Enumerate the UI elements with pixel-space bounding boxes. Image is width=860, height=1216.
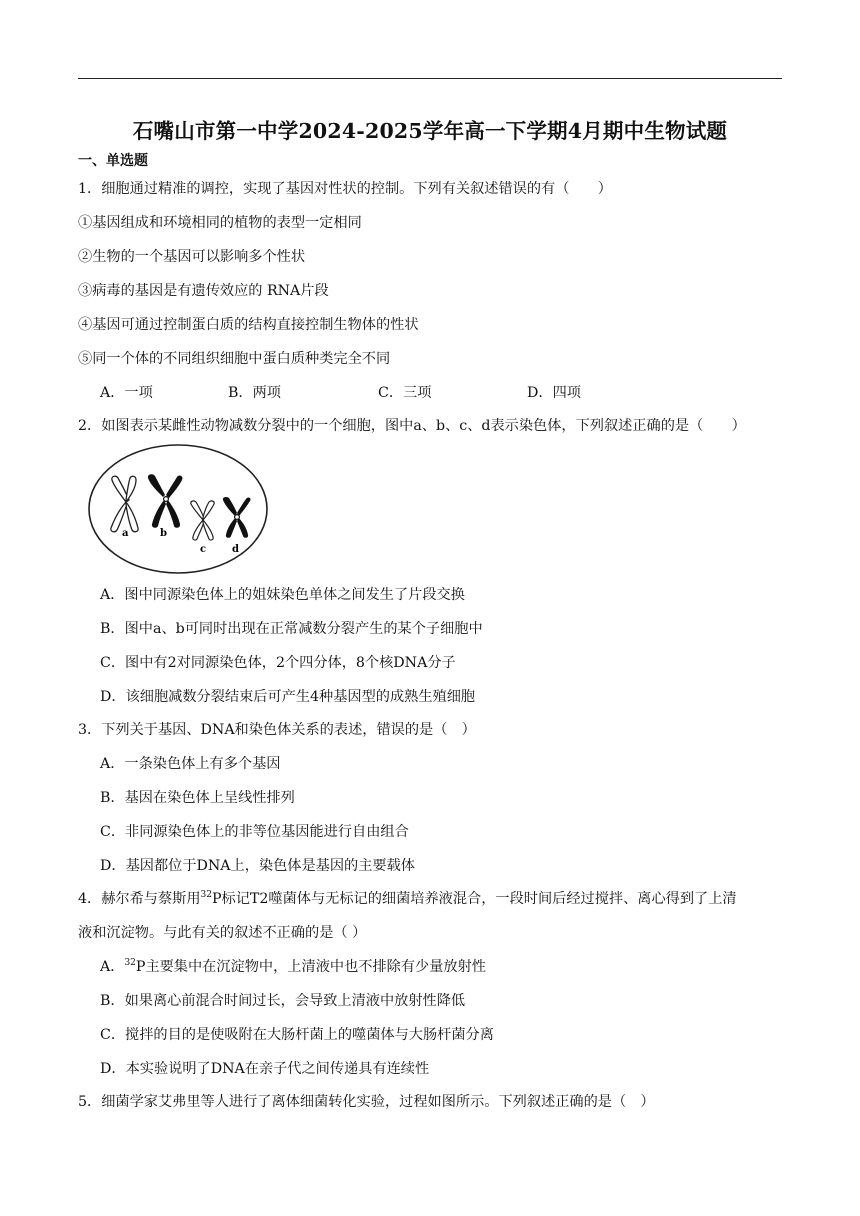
figure-label-d: d	[232, 544, 239, 555]
question-4-stem-part-2: P标记T2噬菌体与无标记的细菌培养液混合，一段时间后经过搅拌、离心得到了上清	[211, 891, 737, 907]
figure-label-a: a	[122, 528, 129, 539]
isotope-superscript: 32	[124, 958, 136, 968]
question-5-stem: 5．细菌学家艾弗里等人进行了离体细菌转化实验，过程如图所示。下列叙述正确的是（ ）	[78, 1094, 655, 1110]
question-4-option-a-text: P主要集中在沉淀物中，上清液中也不排除有少量放射性	[135, 959, 486, 975]
question-4-stem	[78, 889, 737, 909]
question-3-option-d: D．基因都位于DNA上，染色体是基因的主要载体	[100, 858, 415, 874]
cell-chromosome-figure	[86, 442, 270, 576]
question-3-stem: 3．下列关于基因、DNA和染色体关系的表述，错误的是（ ）	[78, 722, 476, 738]
question-2-option-d: D．该细胞减数分裂结束后可产生4种基因型的成熟生殖细胞	[100, 689, 476, 705]
question-1-item-5: ⑤同一个体的不同组织细胞中蛋白质种类完全不同	[78, 351, 391, 367]
question-1-item-4: ④基因可通过控制蛋白质的结构直接控制生物体的性状	[78, 317, 419, 333]
question-4-option-a	[100, 957, 486, 977]
question-1-item-2: ②生物的一个基因可以影响多个性状	[78, 249, 306, 265]
question-1-item-3: ③病毒的基因是有遗传效应的 RNA片段	[78, 283, 329, 299]
chromosome-b	[148, 474, 183, 527]
question-4-stem-line-2: 液和沉淀物。与此有关的叙述不正确的是（ ）	[78, 925, 367, 941]
question-4-option-a-prefix: A．	[100, 959, 125, 975]
page-title: 石嘴山市第一中学2024-2025学年高一下学期4月期中生物试题	[132, 119, 728, 143]
question-1-option-c: C．三项	[378, 385, 432, 401]
header-rule	[78, 78, 782, 79]
question-3-option-b: B．基因在染色体上呈线性排列	[100, 790, 295, 806]
question-1-stem: 1．细胞通过精准的调控，实现了基因对性状的控制。下列有关叙述错误的有（ ）	[78, 181, 612, 197]
question-4-option-c: C．搅拌的目的是使吸附在大肠杆菌上的噬菌体与大肠杆菌分离	[100, 1027, 494, 1043]
chromosome-c	[191, 501, 214, 540]
question-4-stem-part-1: 4．赫尔希与蔡斯用	[78, 891, 201, 907]
question-3-option-c: C．非同源染色体上的非等位基因能进行自由组合	[100, 824, 409, 840]
isotope-superscript: 32	[200, 890, 212, 900]
question-2-option-a: A．图中同源染色体上的姐妹染色单体之间发生了片段交换	[100, 587, 465, 603]
figure-label-c: c	[200, 544, 207, 555]
question-1-option-b: B．两项	[228, 385, 281, 401]
figure-label-b: b	[160, 528, 167, 539]
question-3-option-a: A．一条染色体上有多个基因	[100, 756, 281, 772]
section-heading: 一、单选题	[78, 153, 148, 169]
question-1-option-d: D．四项	[527, 385, 581, 401]
question-4-option-b: B．如果离心前混合时间过长，会导致上清液中放射性降低	[100, 993, 466, 1009]
question-2-stem: 2．如图表示某雌性动物减数分裂中的一个细胞，图中a、b、c、d表示染色体，下列叙述正确的是（ ）	[78, 418, 746, 434]
question-2-option-c: C．图中有2对同源染色体，2个四分体，8个核DNA分子	[100, 655, 456, 671]
question-1-option-a: A．一项	[100, 385, 153, 401]
question-1-item-1: ①基因组成和环境相同的植物的表型一定相同	[78, 215, 362, 231]
chromosome-a	[111, 476, 138, 531]
question-4-option-d: D．本实验说明了DNA在亲子代之间传递具有连续性	[100, 1061, 430, 1077]
question-2-option-b: B．图中a、b可同时出现在正常减数分裂产生的某个子细胞中	[100, 621, 483, 637]
